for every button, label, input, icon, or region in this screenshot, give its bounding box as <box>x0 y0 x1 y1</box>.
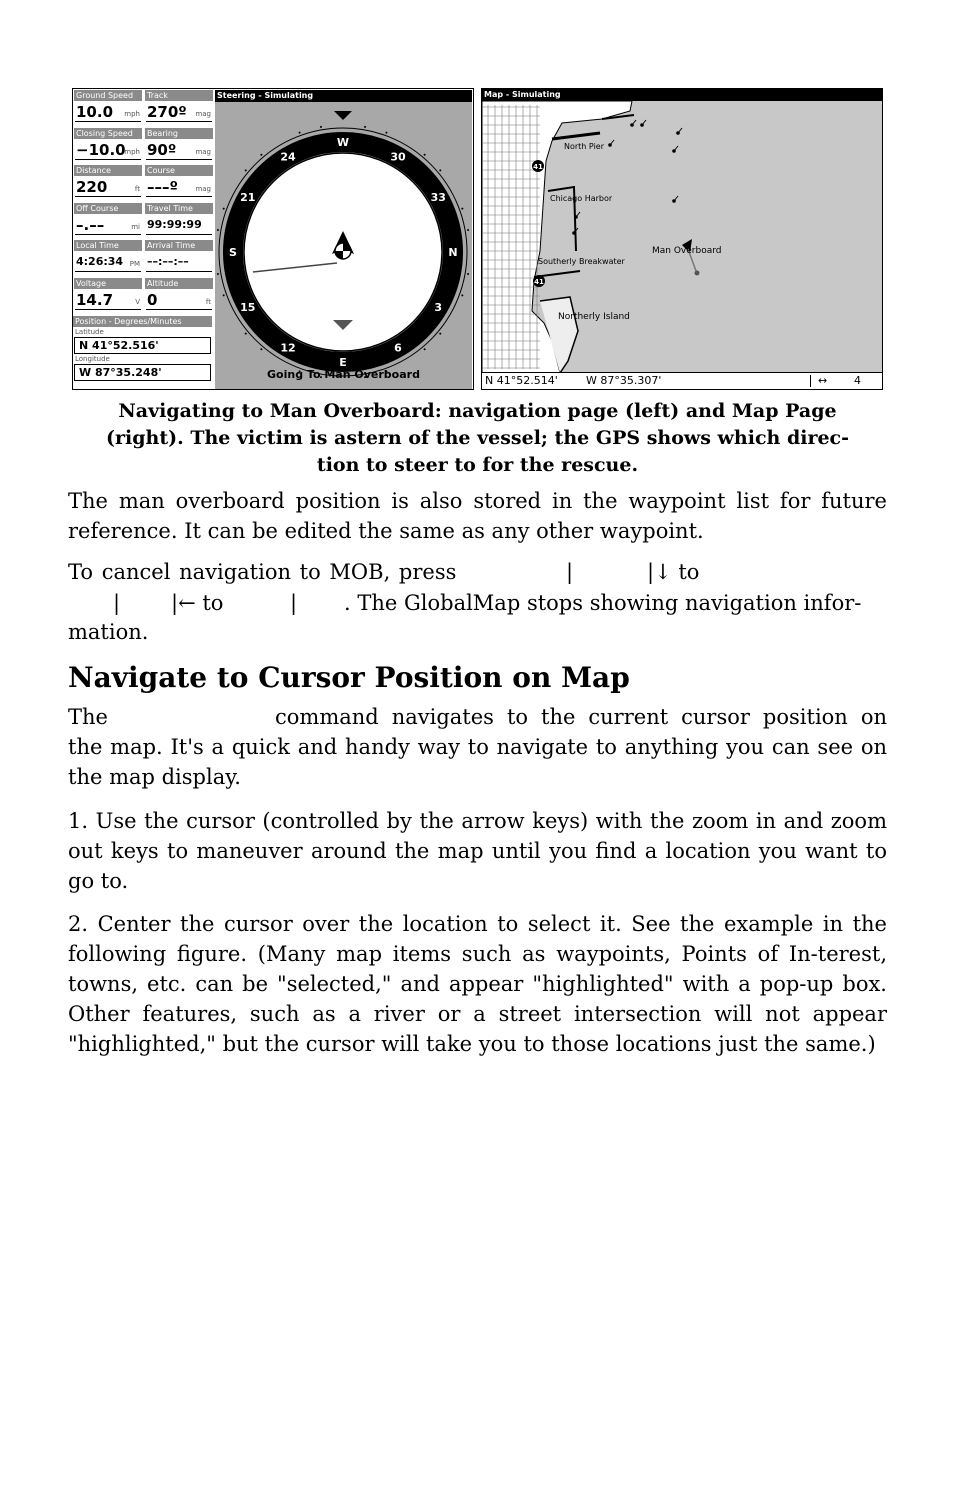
data-box-value: 0 <box>147 290 158 309</box>
data-box-label: Bearing <box>145 128 213 139</box>
data-box-value: 10.0 <box>76 103 114 121</box>
data-box-value: 90º <box>147 140 177 159</box>
data-box-label: Voltage <box>74 278 142 289</box>
data-box-value: 99:99:99 <box>147 217 202 231</box>
data-box-unit: ft <box>205 297 211 306</box>
data-box-label: Ground Speed <box>74 90 142 101</box>
key-separator-3: | <box>113 591 121 615</box>
paragraph-cancel-line-1: To cancel navigation to MOB, press <box>68 560 457 584</box>
data-box <box>145 240 213 276</box>
paragraph-cursor-cont: the map. It's a quick and handy way to navigate to anything you can see on the map display. <box>68 735 887 789</box>
mob-marker-icon <box>682 239 700 276</box>
paragraph-step-2: 2. Center the cursor over the location to select it. See the example in the following figure. (Many map items such as waypoints, Points of In-terest, towns, etc. can be "selected," and appear "highlighted" with a pop-up box. Other features, such as a river or a street intersection will not appear "highlighted," but the cursor will take you to those locations just the same.) <box>68 912 887 1056</box>
map-label-north-pier: North Pier <box>564 142 604 151</box>
compass-label: E <box>339 356 347 369</box>
steering-title: Steering - Simulating <box>215 90 472 102</box>
data-box <box>145 90 213 126</box>
paragraph-cursor-start: The <box>68 705 108 729</box>
key-separator-4: |← to <box>171 591 224 615</box>
figure-navigation-screens <box>72 88 883 390</box>
map-footer-longitude: W 87°35.307' <box>586 374 662 387</box>
position-header: Position - Degrees/Minutes <box>73 316 212 327</box>
data-box-label: Track <box>145 90 213 101</box>
map-label-northerly-island: Northerly Island <box>558 312 630 322</box>
data-box <box>145 278 213 314</box>
data-box-value: –.–– <box>76 215 105 234</box>
data-box-unit: mph <box>124 147 140 156</box>
paragraph-step-1: 1. Use the cursor (controlled by the arrow keys) with the zoom in and zoom out keys to maneuver around the map until you find a location you want to go to. <box>68 809 887 893</box>
compass-rose <box>215 102 472 369</box>
map-label-southerly-breakwater: Southerly Breakwater <box>538 257 625 266</box>
compass-label: 3 <box>434 301 443 314</box>
data-box-unit: mag <box>195 185 211 193</box>
data-box <box>145 128 213 164</box>
data-box-label: Altitude <box>145 278 213 289</box>
map-scale: 4 <box>854 374 861 387</box>
data-box <box>74 278 142 314</box>
map-area <box>482 101 882 373</box>
compass-label: 21 <box>240 191 256 204</box>
zoom-range-icon: ↔ <box>818 374 828 387</box>
data-box <box>74 165 142 201</box>
data-box-unit: mag <box>195 147 211 156</box>
compass-label: 12 <box>280 341 296 355</box>
data-box-label: Arrival Time <box>145 240 213 251</box>
map-footer-latitude: N 41°52.514' <box>485 374 558 387</box>
data-box <box>74 128 142 164</box>
data-box-label: Local Time <box>74 240 142 251</box>
top-marker-icon <box>334 111 352 120</box>
data-box-unit: mph <box>124 110 140 118</box>
data-box-label: Travel Time <box>145 203 213 214</box>
map-footer <box>482 372 882 389</box>
position-box <box>73 316 212 388</box>
compass-label: 6 <box>394 341 402 355</box>
caption-line-3: tion to steer to for the rescue. <box>316 454 639 476</box>
compass-label: 33 <box>430 191 446 204</box>
data-box-label: Course <box>145 165 213 176</box>
compass-label: 24 <box>280 150 296 164</box>
data-box <box>74 90 142 126</box>
compass-label: 30 <box>390 150 406 164</box>
navigation-page-screenshot <box>72 88 474 390</box>
longitude-label: Longitude <box>75 355 110 363</box>
data-box-label: Closing Speed <box>74 128 142 139</box>
paragraph-cancel-line-2: . The GlobalMap stops showing navigation infor- <box>344 591 862 615</box>
caption-line-2: (right). The victim is astern of the vessel; the GPS shows which direc- <box>106 427 849 449</box>
data-box-unit: V <box>135 297 140 306</box>
data-box-value: 270º <box>147 103 187 121</box>
data-box-value: 14.7 <box>76 290 114 309</box>
data-box-value: –––º <box>147 178 178 196</box>
latitude-label: Latitude <box>75 328 104 336</box>
key-separator-2: |↓ to <box>647 560 700 584</box>
footer-divider <box>810 375 811 387</box>
key-separator-1: | <box>566 560 574 584</box>
map-label-chicago-harbor: Chicago Harbor <box>550 194 613 203</box>
map-label-man-overboard: Man Overboard <box>652 246 722 256</box>
data-box-label: Distance <box>74 165 142 176</box>
compass-label: W <box>336 136 350 149</box>
latitude-value: N 41°52.516' <box>74 337 211 354</box>
svg-text:41: 41 <box>533 163 543 171</box>
data-box-unit: ft <box>134 185 140 193</box>
paragraph-cancel-line-3: mation. <box>68 620 149 644</box>
compass-label: N <box>448 246 458 259</box>
paragraph-cursor-line-1: command navigates to the current cursor position on <box>275 705 887 729</box>
data-box <box>74 240 142 276</box>
svg-text:41: 41 <box>534 278 544 286</box>
steering-status: Going To Man Overboard <box>267 368 420 381</box>
paragraph-mob-waypoint: The man overboard position is also stored in the waypoint list for future reference. It can be edited the same as any other waypoint. <box>68 489 887 543</box>
compass-label: 15 <box>240 301 256 314</box>
map-title: Map - Simulating <box>482 89 882 101</box>
longitude-value: W 87°35.248' <box>74 364 211 381</box>
section-heading: Navigate to Cursor Position on Map <box>68 661 630 694</box>
compass-label: S <box>229 246 237 259</box>
data-box <box>74 203 142 239</box>
key-separator-5: | <box>290 591 298 615</box>
data-box-unit: mag <box>195 110 211 118</box>
caption-line-1: Navigating to Man Overboard: navigation page (left) and Map Page <box>118 400 837 422</box>
data-box-value: −10.0 <box>76 140 126 159</box>
data-box <box>145 165 213 201</box>
steering-panel <box>215 90 472 389</box>
figure-caption <box>72 398 883 479</box>
data-box-value: 220 <box>76 178 108 196</box>
map-page-screenshot <box>481 88 883 390</box>
data-box-unit: mi <box>131 222 140 231</box>
map-drawing <box>482 101 882 373</box>
data-box-label: Off Course <box>74 203 142 214</box>
data-box-unit: PM <box>129 260 140 268</box>
data-box-value: 4:26:34 <box>76 255 124 268</box>
data-box <box>145 203 213 239</box>
data-box-value: ––:––:–– <box>147 255 189 268</box>
